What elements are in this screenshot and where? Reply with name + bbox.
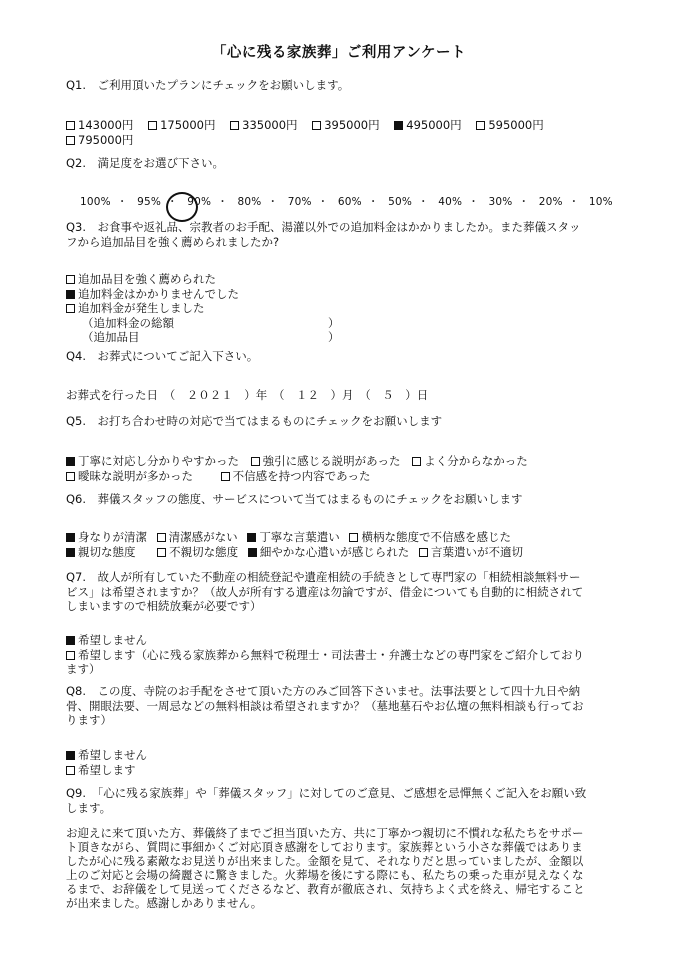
checkbox-checked[interactable] [66, 751, 75, 760]
q6-option[interactable]: 不親切な態度 [157, 545, 238, 559]
plan-option[interactable]: 175000円 [148, 118, 215, 133]
q2-question: Q2. 満足度をお選び下さい。 [66, 156, 225, 170]
satisfaction-scale [80, 196, 613, 209]
checkbox[interactable] [66, 651, 75, 660]
q5-option[interactable]: 丁寧に対応し分かりやすかった [66, 454, 239, 468]
q6-option[interactable]: 横柄な態度で不信感を感じた [349, 530, 511, 544]
checkbox[interactable] [66, 121, 75, 130]
q5-option[interactable]: 強引に感じる説明があった [251, 454, 401, 468]
checkbox[interactable] [412, 457, 421, 466]
checkbox[interactable] [476, 121, 485, 130]
plan-option[interactable]: 495000円 [394, 118, 461, 133]
scale-option[interactable]: 50% [388, 196, 413, 208]
q8-option[interactable]: 希望します [66, 763, 622, 778]
checkbox[interactable] [251, 457, 260, 466]
scale-separator: ・ [317, 196, 329, 208]
checkbox[interactable] [419, 548, 428, 557]
checkbox[interactable] [66, 275, 75, 284]
q8-option[interactable]: 希望しません [66, 748, 622, 763]
q7-option[interactable]: 希望しません [66, 633, 588, 648]
checkbox[interactable] [221, 472, 230, 481]
q5-option[interactable]: 曖昧な説明が多かった [66, 469, 193, 483]
q4-question: Q4. お葬式についてご記入下さい。 [66, 349, 259, 363]
q6-option[interactable]: 身なりが清潔 [66, 530, 147, 544]
scale-separator: ・ [518, 196, 530, 208]
page-title: 「心に残る家族葬」ご利用アンケート [211, 45, 467, 61]
scale-separator: ・ [367, 196, 379, 208]
checkbox-checked[interactable] [394, 121, 403, 130]
q6-options [66, 530, 622, 559]
scale-separator: ・ [568, 196, 580, 208]
q6-option[interactable]: 細やかな心遣いが感じられた [248, 545, 410, 559]
q1-question: Q1. ご利用頂いたプランにチェックをお願いします。 [66, 78, 350, 92]
scale-option[interactable]: 95% [137, 196, 162, 208]
checkbox-checked[interactable] [66, 636, 75, 645]
plan-option[interactable]: 595000円 [476, 118, 543, 133]
q9-answer[interactable]: お迎えに来て頂いた方、葬儀終了までご担当頂いた方、共に丁寧かつ親切に不慣れな私たちをサポート頂きながら、質問に事細かくご対応頂き感謝をしております。家族葬という小さな葬儀ではありましたが心に残る素敵なお見送りが出来ました。金額を見て、それなりだと思っていましたが、金額以上のご対応と会場の綺麗さに驚きました。火葬場を後にする際にも、私たちの乗った車が見えなくなるまで、お辞儀をして見送ってくださるなど、教育が徹底され、気持ちよく式を終え、帰宅することが出来ました。感謝しかありません。 [66, 826, 585, 911]
scale-separator: ・ [267, 196, 279, 208]
funeral-date[interactable]: お葬式を行った日 （ ２０２１ ）年 （ １２ ）月 （ ５ ）日 [66, 388, 429, 402]
checkbox[interactable] [230, 121, 239, 130]
q3-option[interactable]: 追加料金はかかりませんでした [66, 287, 622, 302]
checkbox[interactable] [66, 304, 75, 313]
checkbox-checked[interactable] [247, 533, 256, 542]
q6-option[interactable]: 清潔感がない [157, 530, 238, 544]
scale-option[interactable]: 40% [438, 196, 463, 208]
scale-option[interactable]: 10% [588, 196, 613, 208]
checkbox-checked[interactable] [66, 548, 75, 557]
scale-separator: ・ [418, 196, 429, 208]
additional-total-field[interactable]: （追加料金の総額 ） [82, 316, 340, 331]
q1-plan-list [66, 118, 606, 147]
scale-option[interactable]: 20% [538, 196, 563, 208]
q6-option[interactable]: 言葉遣いが不適切 [419, 545, 523, 559]
q9-question: Q9. 「心に残る家族葬」や「葬儀スタッフ」に対してのご意見、ご感想を忌憚無くご記入をお願い致します。 [66, 786, 587, 815]
plan-option[interactable]: 335000円 [230, 118, 297, 133]
checkbox[interactable] [312, 121, 321, 130]
scale-option-selected[interactable]: 90% [187, 196, 212, 208]
selection-circle [166, 192, 198, 222]
q6-question: Q6. 葬儀スタッフの態度、サービスについて当てはまるものにチェックをお願いします [66, 492, 523, 506]
q3-question: Q3. お食事や返礼品、宗教者のお手配、湯灌以外での追加料金はかかりましたか。また葬儀スタッフから追加品目を強く薦められましたか? [66, 220, 581, 249]
q3-option[interactable]: 追加料金が発生しました [66, 301, 622, 316]
q6-option[interactable]: 丁寧な言葉遣い [247, 530, 340, 544]
checkbox[interactable] [349, 533, 358, 542]
checkbox-checked[interactable] [66, 457, 75, 466]
scale-separator: ・ [116, 196, 128, 208]
checkbox[interactable] [157, 548, 166, 557]
checkbox[interactable] [148, 121, 157, 130]
plan-option[interactable]: 795000円 [66, 133, 133, 148]
plan-option[interactable]: 143000円 [66, 118, 133, 133]
q5-options [66, 454, 622, 483]
scale-option[interactable]: 80% [237, 196, 262, 208]
checkbox[interactable] [157, 533, 166, 542]
checkbox-checked[interactable] [248, 548, 257, 557]
q8-question: Q8. この度、寺院のお手配をさせて頂いた方のみご回答下さいませ。法事法要として四十九日や納骨、開眼法要、一周忌などの無料相談は希望されますか？（墓地墓石やお仏壇の無料相談も行っております） [66, 684, 584, 728]
q5-question: Q5. お打ち合わせ時の対応で当てはまるものにチェックをお願いします [66, 414, 443, 428]
plan-option[interactable]: 395000円 [312, 118, 379, 133]
q5-option[interactable]: よく分からなかった [412, 454, 528, 468]
checkbox[interactable] [66, 472, 75, 481]
q7-options [66, 633, 588, 677]
checkbox[interactable] [66, 766, 75, 775]
scale-option[interactable]: 100% [80, 196, 111, 208]
scale-separator: ・ [217, 196, 228, 208]
scale-option[interactable]: 70% [287, 196, 312, 208]
checkbox[interactable] [66, 136, 75, 145]
q3-option[interactable]: 追加品目を強く薦められた [66, 272, 622, 287]
q7-question: Q7. 故人が所有していた不動産の相続登記や遺産相続の手続きとして専門家の「相続相談無料サービス」は希望されますか？（故人が所有する遺産は勿論ですが、借金についても自動的に相続されてしまいますので相続放棄が必要です） [66, 570, 584, 614]
checkbox-checked[interactable] [66, 290, 75, 299]
q6-option[interactable]: 親切な態度 [66, 545, 136, 559]
scale-separator: ・ [468, 196, 479, 208]
q8-options [66, 748, 622, 777]
scale-option[interactable]: 60% [337, 196, 362, 208]
scale-separator: ・ [167, 196, 178, 208]
q7-option[interactable]: 希望します（心に残る家族葬から無料で税理士・司法書士・弁護士などの専門家をご紹介しております） [66, 647, 584, 677]
checkbox-checked[interactable] [66, 533, 75, 542]
q3-options [66, 272, 622, 344]
scale-option[interactable]: 30% [488, 196, 513, 208]
q5-option[interactable]: 不信感を持つ内容であった [221, 469, 371, 483]
additional-items-field[interactable]: （追加品目 ） [82, 330, 340, 345]
